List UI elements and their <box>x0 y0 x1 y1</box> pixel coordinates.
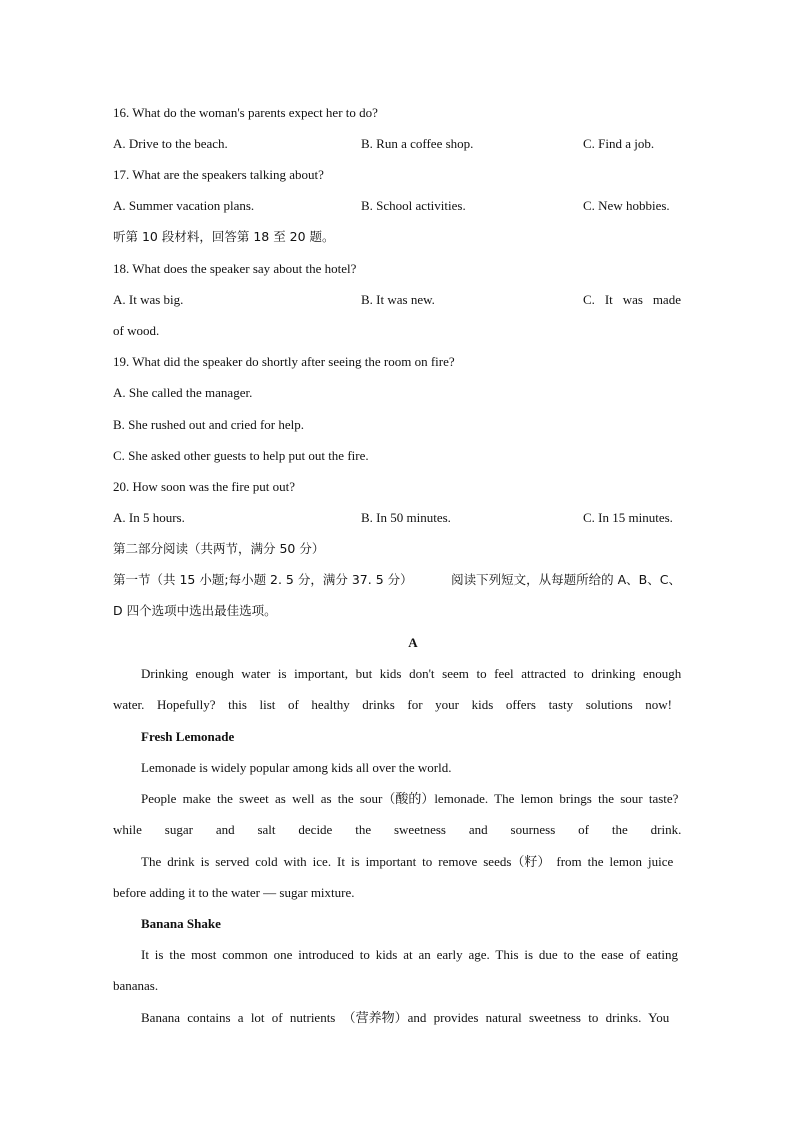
question-18-option-c-continuation: of wood. <box>113 323 160 338</box>
question-18-option-c-word: was <box>622 292 643 307</box>
question-17-option-b: B. School activities. <box>361 198 466 213</box>
question-18-option-a: A. It was big. <box>113 292 184 307</box>
subheading-fresh-lemonade: Fresh Lemonade <box>141 729 235 744</box>
passage-paragraph-5-line-1: It is the most common one introduced to kids at an early age. This is due to the ease of eating <box>141 947 678 962</box>
part2-heading: 第二部分阅读（共两节，满分 50 分） <box>113 541 325 556</box>
section1-instruction-line2: D 四个选项中选出最佳选项。 <box>113 603 277 618</box>
question-20-stem: 20. How soon was the fire put out? <box>113 479 295 494</box>
section1-instruction-right: 阅读下列短文，从每题所给的 A、B、C、 <box>451 572 681 587</box>
document-page <box>113 0 681 1123</box>
passage-paragraph-3-line-1: People make the sweet as well as the sour（酸的）lemonade. The lemon brings the sour taste? <box>141 791 679 806</box>
question-16-option-c: C. Find a job. <box>583 136 655 151</box>
question-18-stem: 18. What does the speaker say about the hotel? <box>113 261 357 276</box>
question-18-option-c-letter: C. <box>583 292 595 307</box>
question-16-option-a: A. Drive to the beach. <box>113 136 228 151</box>
question-18-option-c-word: It <box>604 292 613 307</box>
question-19-option-b: B. She rushed out and cried for help. <box>113 417 304 432</box>
question-16-option-b: B. Run a coffee shop. <box>361 136 474 151</box>
question-19-stem: 19. What did the speaker do shortly after seeing the room on fire? <box>113 354 455 369</box>
question-18-option-c-word: made <box>652 292 681 307</box>
question-20-option-c: C. In 15 minutes. <box>583 510 673 525</box>
question-20-option-b: B. In 50 minutes. <box>361 510 451 525</box>
passage-paragraph-4-line-1: The drink is served cold with ice. It is important to remove seeds（籽） from the lemon juice <box>141 854 674 869</box>
passage-paragraph-5-line-2: bananas. <box>113 978 159 993</box>
question-17-stem: 17. What are the speakers talking about? <box>113 167 324 182</box>
passage-paragraph-1-line-1: Drinking enough water is important, but kids don't seem to feel attracted to drinking enough <box>141 666 682 681</box>
section1-instruction-left: 第一节（共 15 小题;每小题 2. 5 分，满分 37. 5 分） <box>113 572 413 587</box>
passage-paragraph-4-line-2: before adding it to the water — sugar mixture. <box>113 885 355 900</box>
question-19-option-a: A. She called the manager. <box>113 385 253 400</box>
passage-label: A <box>408 635 418 650</box>
question-17-option-c: C. New hobbies. <box>583 198 670 213</box>
passage-paragraph-1-line-2: water. Hopefully? this list of healthy drinks for your kids offers tasty solutions now! <box>113 697 673 712</box>
passage-paragraph-6-line-1: Banana contains a lot of nutrients （营养物）and provides natural sweetness to drinks. You <box>141 1010 670 1025</box>
passage-paragraph-3-line-2: while sugar and salt decide the sweetness and sourness of the drink. <box>113 822 682 837</box>
listening-section-note: 听第 10 段材料，回答第 18 至 20 题。 <box>113 229 335 244</box>
subheading-banana-shake: Banana Shake <box>141 916 221 931</box>
question-16-stem: 16. What do the woman's parents expect her to do? <box>113 105 378 120</box>
question-18-option-c <box>583 292 681 308</box>
section1-instruction-line1 <box>113 572 681 588</box>
question-18-option-b: B. It was new. <box>361 292 435 307</box>
passage-paragraph-2: Lemonade is widely popular among kids all over the world. <box>141 760 452 775</box>
question-20-option-a: A. In 5 hours. <box>113 510 185 525</box>
question-19-option-c: C. She asked other guests to help put out the fire. <box>113 448 369 463</box>
question-17-option-a: A. Summer vacation plans. <box>113 198 255 213</box>
